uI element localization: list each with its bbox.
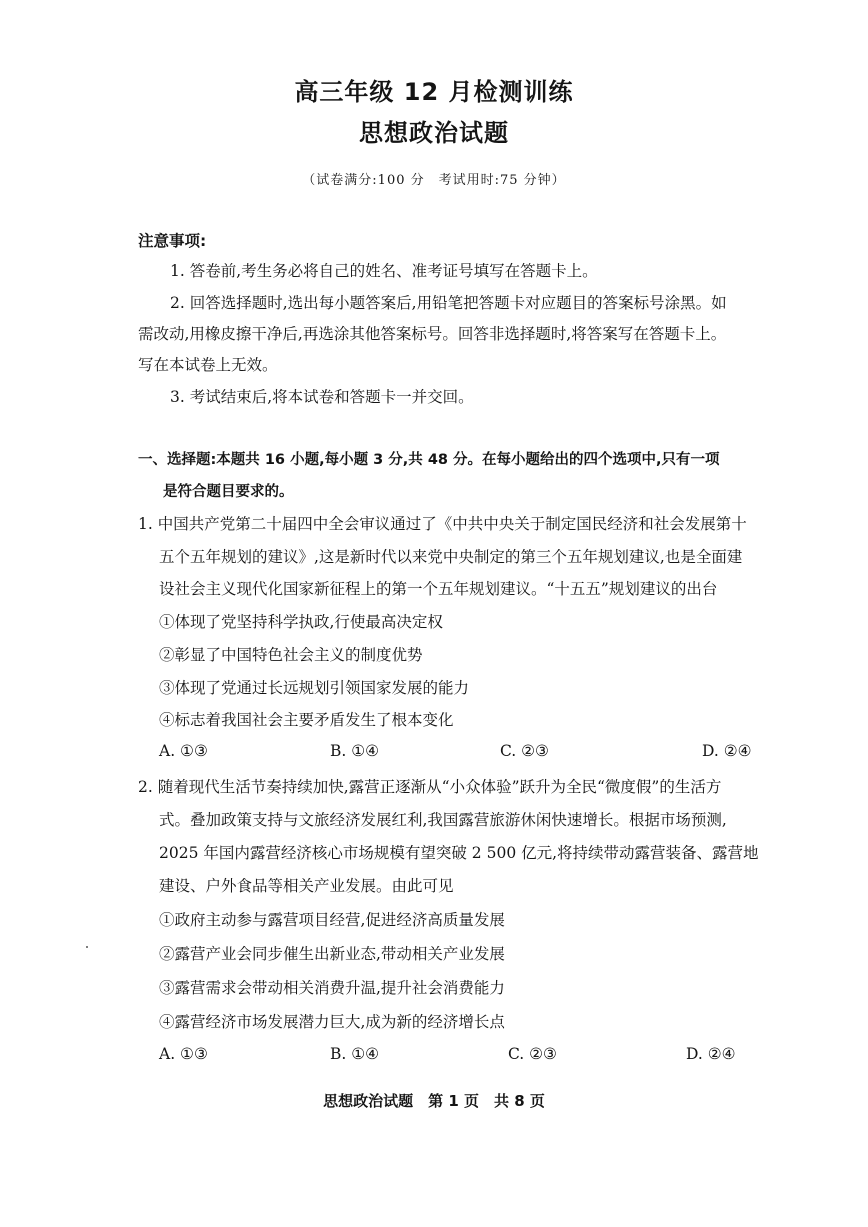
scan-speck	[86, 946, 88, 948]
question-1-statement: ③体现了党通过长远规划引领国家发展的能力	[159, 679, 470, 697]
section-heading-cont: 是符合题目要求的。	[163, 484, 294, 500]
question-2-stem: 式。叠加政策支持与文旅经济发展红利,我国露营旅游休闲快速增长。根据市场预测,	[159, 811, 727, 829]
question-1-option-c: C. ②③	[500, 742, 549, 760]
exam-subject: 思想政治试题	[359, 119, 509, 147]
notice-line: 需改动,用橡皮擦干净后,再选涂其他答案标号。回答非选择题时,将答案写在答题卡上。	[138, 325, 727, 343]
question-1-stem: 五个五年规划的建议》,这是新时代以来党中央制定的第三个五年规划建议,也是全面建	[159, 548, 743, 566]
question-1-stem: 1. 中国共产党第二十届四中全会审议通过了《中共中央关于制定国民经济和社会发展第十	[138, 515, 747, 533]
notice-heading: 注意事项:	[138, 232, 207, 250]
notice-line: 3. 考试结束后,将本试卷和答题卡一并交回。	[170, 388, 474, 406]
question-2-stem: 建设、户外食品等相关产业发展。由此可见	[159, 877, 454, 895]
exam-info: （试卷满分:100 分 考试用时:75 分钟）	[302, 173, 566, 188]
question-1-option-a: A. ①③	[159, 742, 208, 760]
question-2-statement: ①政府主动参与露营项目经营,促进经济高质量发展	[159, 911, 505, 929]
exam-title: 高三年级 12 月检测训练	[294, 78, 574, 106]
question-1-stem: 设社会主义现代化国家新征程上的第一个五年规划建议。“十五五”规划建议的出台	[159, 580, 718, 598]
notice-line: 2. 回答选择题时,选出每小题答案后,用铅笔把答题卡对应题目的答案标号涂黑。如	[170, 294, 727, 312]
page-footer: 思想政治试题 第 1 页 共 8 页	[323, 1092, 545, 1110]
question-1-statement: ①体现了党坚持科学执政,行使最高决定权	[159, 613, 443, 631]
question-1-option-b: B. ①④	[330, 742, 380, 760]
question-1-statement: ④标志着我国社会主要矛盾发生了根本变化	[159, 711, 454, 729]
section-heading: 一、选择题:本题共 16 小题,每小题 3 分,共 48 分。在每小题给出的四个选项中,只有一项	[138, 452, 720, 468]
question-2-option-a: A. ①③	[159, 1045, 208, 1063]
question-2-statement: ③露营需求会带动相关消费升温,提升社会消费能力	[159, 979, 505, 997]
notice-line: 写在本试卷上无效。	[138, 356, 278, 374]
question-2-option-d: D. ②④	[686, 1045, 736, 1063]
question-2-option-c: C. ②③	[508, 1045, 557, 1063]
notice-line: 1. 答卷前,考生务必将自己的姓名、准考证号填写在答题卡上。	[170, 262, 598, 280]
question-2-stem: 2. 随着现代生活节奏持续加快,露营正逐渐从“小众体验”跃升为全民“微度假”的生活方	[138, 778, 722, 796]
question-1-option-d: D. ②④	[702, 742, 752, 760]
question-2-option-b: B. ①④	[330, 1045, 380, 1063]
question-2-statement: ②露营产业会同步催生出新业态,带动相关产业发展	[159, 945, 505, 963]
question-1-statement: ②彰显了中国特色社会主义的制度优势	[159, 646, 423, 664]
question-2-stem: 2025 年国内露营经济核心市场规模有望突破 2 500 亿元,将持续带动露营装备、露营地	[159, 844, 759, 862]
question-2-statement: ④露营经济市场发展潜力巨大,成为新的经济增长点	[159, 1013, 505, 1031]
